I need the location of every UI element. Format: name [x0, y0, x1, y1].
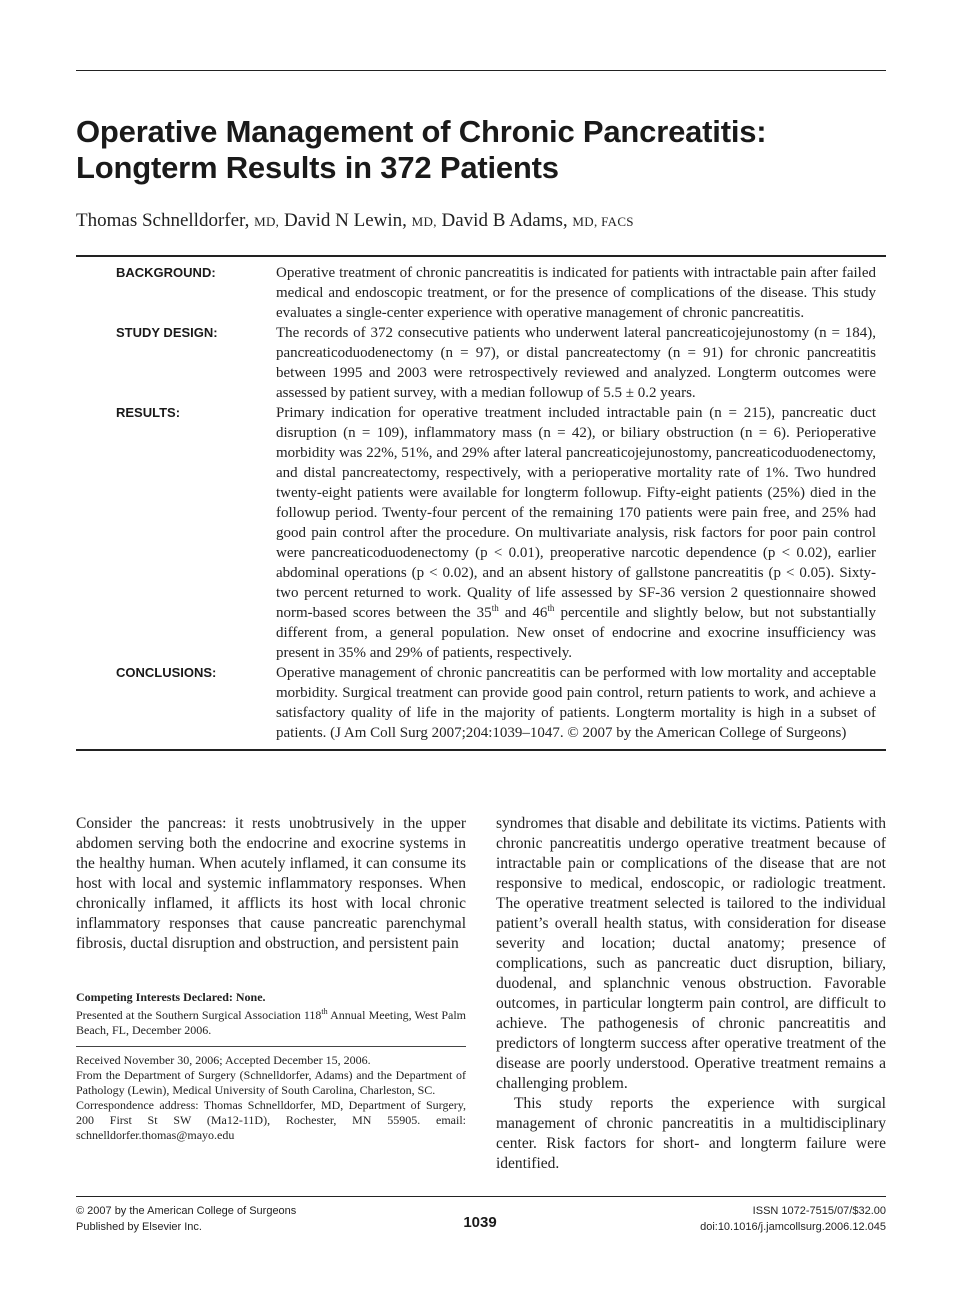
footer-issn: ISSN 1072-7515/07/$32.00 — [752, 1205, 886, 1217]
results-text-part: and 46 — [498, 605, 548, 621]
affiliation-note: From the Department of Surgery (Schnelldorfer, Adams) and the Department of Pathology (Lewin), Medical University of South Carolina, Charleston, SC. — [76, 1068, 466, 1097]
abstract-label: STUDY DESIGN: — [116, 325, 218, 340]
abstract-section-background — [76, 263, 886, 323]
abstract-text — [276, 403, 876, 663]
body-paragraph: This study reports the experience with surgical management of chronic pancreatitis in a multidisciplinary center. Risk factors for short- and longterm failure were identified. — [496, 1095, 886, 1172]
footer-publisher: Published by Elsevier Inc. — [76, 1221, 202, 1233]
abstract-section-study-design — [76, 323, 886, 403]
results-text-part: percentile and slightly below, but not substantially different from, a general population. New onset of endocrine and exocrine insufficiency was present in 35% and 29% of patients, respectively. — [276, 605, 876, 661]
abstract-label: BACKGROUND: — [116, 265, 216, 280]
header-rule — [76, 70, 886, 71]
author-name: David B Adams, — [441, 210, 568, 231]
footer-rule — [76, 1196, 886, 1197]
abstract-section-results — [76, 403, 886, 663]
author-list — [76, 209, 886, 234]
footer-doi: doi:10.1016/j.jamcollsurg.2006.12.045 — [700, 1221, 886, 1233]
author-degree: MD, — [254, 214, 280, 229]
footnote-divider — [76, 1046, 466, 1047]
article-title — [76, 114, 886, 186]
abstract-label: CONCLUSIONS: — [116, 665, 217, 680]
superscript: th — [547, 603, 555, 613]
footer-left — [76, 1203, 376, 1235]
footer-right — [566, 1203, 886, 1235]
title-line-1: Operative Management of Chronic Pancreatitis: — [76, 114, 767, 149]
body-column-right — [496, 814, 886, 1174]
footer-copyright: © 2007 by the American College of Surgeons — [76, 1205, 297, 1217]
author-name: David N Lewin, — [283, 210, 407, 231]
received-note: Received November 30, 2006; Accepted December 15, 2006. — [76, 1053, 371, 1067]
presented-text: Annual Meeting, West Palm Beach, FL, December 2006. — [76, 1008, 466, 1037]
body-column-left — [76, 814, 466, 954]
superscript: th — [321, 1007, 328, 1016]
competing-interests: Competing Interests Declared: None. — [76, 990, 266, 1004]
superscript: th — [491, 603, 499, 613]
author-name: Thomas Schnelldorfer, — [76, 210, 250, 231]
abstract-label: RESULTS: — [116, 405, 181, 420]
title-line-2: Longterm Results in 372 Patients — [76, 150, 559, 185]
footnotes — [76, 990, 466, 1143]
abstract-text: Operative treatment of chronic pancreatitis is indicated for patients with intractable pain after failed medical and endoscopic treatment, or for the presence of complications of the disease. This study evaluates a single-center experience with operative management of chronic pancreatitis. — [276, 265, 876, 321]
body-paragraph: Consider the pancreas: it rests unobtrusively in the upper abdomen serving both the endocrine and exocrine systems in the healthy human. When acutely inflamed, it can consume its host with local and systemic inflammatory responses. When chronically inflamed, it afflicts its host with local chronic inflammatory responses that cause pancreatic parenchymal fibrosis, ductal disruption and obstruction, and persistent pain — [76, 815, 466, 952]
author-degree: MD, FACS — [572, 214, 634, 229]
correspondence-note: Correspondence address: Thomas Schnelldorfer, MD, Department of Surgery, 200 First St SW (Ma12-11D), Rochester, MN 55905. email: schnelldorfer.thomas@mayo.edu — [76, 1098, 466, 1142]
results-text-part: Primary indication for operative treatment included intractable pain (n = 215), pancreatic duct disruption (n = 109), inflammatory mass (n = 42), or biliary obstruction (n = 6). Perioperative morbidity was 22%, 51%, and 29% after lateral pancreaticojejunostomy, pancreaticoduodenectomy, and distal pancreatectomy, respectively, with a perioperative mortality rate of 1%. Two hundred twenty-eight patients were available for longterm followup. Fifty-eight patients (25%) died in the followup period. Twenty-four percent of the remaining 170 patients were pain free, and 25% had good pain control after the procedure. On multivariate analysis, risk factors for poor pain control were pancreaticoduodenectomy (p < 0.01), preoperative narcotic dependence (p < 0.02), earlier abdominal operations (p < 0.02), and an absent history of gallstone pancreatitis (p < 0.05). Sixty-two percent returned to work. Quality of life assessed by SF-36 version 2 questionnaire showed norm-based scores between the 35 — [276, 405, 876, 621]
abstract-box — [76, 255, 886, 751]
abstract-section-conclusions — [76, 663, 886, 743]
page-number: 1039 — [463, 1214, 497, 1231]
presented-text: Presented at the Southern Surgical Association 118 — [76, 1008, 322, 1022]
abstract-text: Operative management of chronic pancreatitis can be performed with low mortality and acceptable morbidity. Surgical treatment can provide good pain control, return patients to work, and achieve a satisfactory quality of life in the majority of patients. Longterm mortality is high in a subset of patients. (J Am Coll Surg 2007;204:1039–1047. © 2007 by the American College of Surgeons) — [276, 665, 876, 741]
abstract-text: The records of 372 consecutive patients who underwent lateral pancreaticojejunostomy (n = 184), pancreaticoduodenectomy (n = 97), or distal pancreatectomy (n = 91) for chronic pancreatitis between 1995 and 2003 were retrospectively reviewed and analyzed. Longterm outcomes were assessed by patient survey, with a median followup of 5.5 ± 0.2 years. — [276, 325, 876, 401]
body-paragraph: syndromes that disable and debilitate its victims. Patients with chronic pancreatitis undergo operative treatment because of intractable pain or complications of the disease that are not responsive to medical, endoscopic, or radiologic treatment. The operative treatment selected is tailored to the individual patient’s overall health status, with consideration for disease severity and location; ductal anatomy; presence of complications, such as pancreatic duct disruption, biliary, duodenal, and splanchnic venous obstruction. Favorable outcomes, in particular longterm pain control, are difficult to achieve. The pathogenesis of chronic pancreatitis and predictors of longterm success after operative treatment of the disease are poorly understood. Operative treatment remains a challenging problem. — [496, 815, 886, 1092]
presented-note — [76, 1008, 466, 1038]
author-degree: MD, — [411, 214, 437, 229]
